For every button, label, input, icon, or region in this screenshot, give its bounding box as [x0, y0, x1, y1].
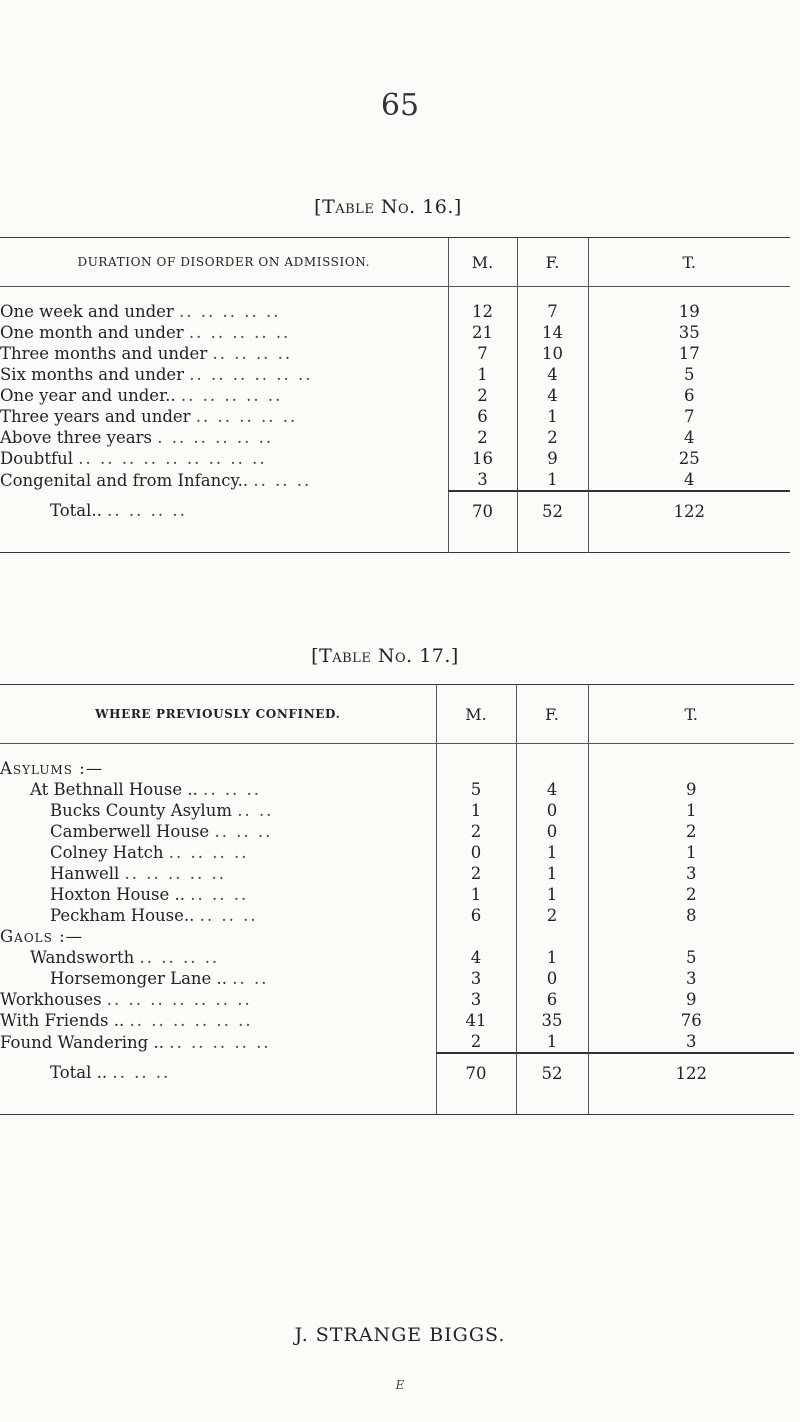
cell-m: 3 [436, 989, 516, 1010]
row-label-text: Found Wandering .. [0, 1032, 164, 1052]
cell-m: 6 [448, 406, 517, 427]
table-16-row [0, 343, 790, 364]
table-17-header-label: WHERE PREVIOUSLY CONFINED. [0, 685, 436, 744]
row-label-text: Peckham House.. [50, 906, 195, 925]
cell-m: 2 [436, 821, 516, 842]
row-label [0, 301, 448, 322]
row-label-text: Above three years [0, 428, 152, 447]
cell-f: 2 [516, 905, 588, 926]
row-label [0, 1053, 436, 1092]
row-label [0, 905, 436, 926]
cell-t: 1 [588, 800, 794, 821]
row-label [0, 842, 436, 863]
cell-t: 9 [588, 989, 794, 1010]
spacer-row [0, 1092, 794, 1115]
cell-f: 4 [517, 364, 588, 385]
dot-leaders: .. .. [237, 801, 274, 820]
cell-t: 76 [588, 1010, 794, 1031]
row-label [0, 406, 448, 427]
cell-t: 1 [588, 842, 794, 863]
row-label-text: Hanwell [50, 864, 120, 883]
cell-t: 19 [588, 301, 790, 322]
row-label-text: Camberwell House [50, 822, 210, 841]
dot-leaders: .. .. .. .. .. [179, 302, 281, 321]
table-17-row [0, 947, 794, 968]
cell-f: 10 [517, 343, 588, 364]
table-17-header-f: F. [516, 685, 588, 744]
cell-t: 8 [588, 905, 794, 926]
table-17-row [0, 884, 794, 905]
spacer-row [0, 744, 794, 759]
cell-f: 1 [517, 469, 588, 491]
row-label [0, 884, 436, 905]
cell-t: 4 [588, 469, 790, 491]
cell-t: 5 [588, 947, 794, 968]
dot-leaders: .. .. .. .. .. [169, 1032, 271, 1052]
cell-m: 41 [436, 1010, 516, 1031]
cell-f: 2 [517, 427, 588, 448]
dot-leaders: .. .. .. [203, 780, 262, 799]
row-label-text: Three years and under [0, 407, 191, 426]
row-label [0, 800, 436, 821]
dot-leaders: .. .. .. [190, 885, 249, 904]
table-16-header-m: M. [448, 238, 517, 287]
cell-f: 1 [516, 884, 588, 905]
cell-f: 7 [517, 301, 588, 322]
row-label [0, 427, 448, 448]
cell-m: 16 [448, 448, 517, 469]
cell-f: 0 [516, 800, 588, 821]
table-16-row [0, 364, 790, 385]
row-label-text: Workhouses [0, 990, 102, 1009]
dot-leaders: . .. .. .. .. .. [157, 428, 274, 447]
table-16 [0, 237, 790, 553]
row-label-text: Total .. [50, 1063, 108, 1082]
table-17-row [0, 1031, 794, 1053]
row-label [0, 469, 448, 491]
dot-leaders: .. .. [232, 969, 269, 988]
cell-t: 3 [588, 1031, 794, 1053]
row-label-text: Horsemonger Lane .. [50, 969, 228, 988]
dot-leaders: .. .. .. .. .. .. .. [106, 990, 252, 1009]
cell-t: 4 [588, 427, 790, 448]
table-17-row [0, 842, 794, 863]
cell-t: 122 [588, 491, 790, 530]
table-17 [0, 684, 794, 1115]
cell-m: 3 [448, 469, 517, 491]
dot-leaders: .. .. .. .. .. .. .. .. .. [78, 449, 267, 468]
row-label-text: With Friends .. [0, 1011, 125, 1030]
table-16-row [0, 448, 790, 469]
spacer-row [0, 530, 790, 553]
dot-leaders: .. .. .. .. .. .. [189, 365, 313, 384]
dot-leaders: .. .. .. .. .. [124, 864, 226, 883]
table-16-header [0, 238, 790, 287]
table-16-row [0, 427, 790, 448]
cell-f: 35 [516, 1010, 588, 1031]
cell-m: 1 [436, 800, 516, 821]
row-label-text: At Bethnall House .. [30, 780, 198, 799]
row-label [0, 968, 436, 989]
cell-m: 2 [436, 1031, 516, 1053]
row-label-text: Bucks County Asylum [50, 801, 232, 820]
cell-f: 0 [516, 821, 588, 842]
row-label-text: Total.. [50, 501, 102, 520]
dot-leaders: .. .. .. [199, 906, 258, 925]
table-17-header [0, 685, 794, 744]
cell-m: 1 [448, 364, 517, 385]
cell-f: 14 [517, 322, 588, 343]
cell-f: 4 [516, 779, 588, 800]
cell-f: 1 [516, 947, 588, 968]
cell-f: 1 [517, 406, 588, 427]
cell-m: 4 [436, 947, 516, 968]
row-label [0, 779, 436, 800]
table-17-total-row [0, 1053, 794, 1092]
cell-t: 122 [588, 1053, 794, 1092]
cell-m: 7 [448, 343, 517, 364]
table-17-row [0, 863, 794, 884]
row-label-text: Wandsworth [30, 948, 135, 967]
footer-signature-mark: E [395, 1378, 405, 1392]
cell-f: 1 [516, 863, 588, 884]
cell-t: 2 [588, 821, 794, 842]
cell-m: 2 [448, 427, 517, 448]
row-label-text: One year and under.. [0, 386, 176, 405]
dot-leaders: .. .. .. .. .. .. [129, 1011, 253, 1030]
dot-leaders: .. .. .. .. [212, 344, 293, 363]
dot-leaders: .. .. .. .. .. [188, 323, 291, 342]
table-16-title: [Table No. 16.] [314, 196, 462, 218]
cell-t: 25 [588, 448, 790, 469]
cell-m: 1 [436, 884, 516, 905]
row-label [0, 448, 448, 469]
row-label-text: Hoxton House .. [50, 885, 185, 904]
cell-t: 3 [588, 863, 794, 884]
row-label [0, 364, 448, 385]
row-label-text: Colney Hatch [50, 843, 164, 862]
cell-f: 6 [516, 989, 588, 1010]
cell-m: 2 [436, 863, 516, 884]
cell-f: 4 [517, 385, 588, 406]
cell-t: 7 [588, 406, 790, 427]
gaols-section [0, 926, 794, 947]
dot-leaders: .. .. .. .. [107, 501, 187, 520]
page-number: 65 [380, 88, 420, 123]
table-17-header-t: T. [588, 685, 794, 744]
gaols-section-label: Gaols :— [0, 927, 84, 946]
dot-leaders: .. .. .. [214, 822, 273, 841]
row-label [0, 821, 436, 842]
cell-t: 2 [588, 884, 794, 905]
row-label [0, 947, 436, 968]
cell-m: 70 [448, 491, 517, 530]
row-label [0, 1010, 436, 1031]
row-label-text: Three months and under [0, 344, 208, 363]
row-label [0, 322, 448, 343]
table-17-row [0, 800, 794, 821]
row-label [0, 1031, 436, 1053]
asylums-section-label: Asylums :— [0, 759, 104, 778]
table-16-row [0, 406, 790, 427]
row-label-text: Congenital and from Infancy.. [0, 470, 249, 490]
cell-m: 3 [436, 968, 516, 989]
table-16-row [0, 322, 790, 343]
cell-t: 6 [588, 385, 790, 406]
cell-t: 9 [588, 779, 794, 800]
cell-f: 0 [516, 968, 588, 989]
dot-leaders: .. .. .. .. .. [195, 407, 298, 426]
row-label [0, 989, 436, 1010]
dot-leaders: .. .. .. .. [168, 843, 249, 862]
cell-t: 5 [588, 364, 790, 385]
table-17-row [0, 905, 794, 926]
cell-f: 1 [516, 1031, 588, 1053]
cell-t: 35 [588, 322, 790, 343]
table-17-row [0, 821, 794, 842]
table-17-row [0, 1010, 794, 1031]
table-17-row [0, 989, 794, 1010]
table-16-row [0, 469, 790, 491]
dot-leaders: .. .. .. .. [139, 948, 220, 967]
cell-f: 52 [517, 491, 588, 530]
cell-t: 3 [588, 968, 794, 989]
cell-m: 2 [448, 385, 517, 406]
row-label [0, 343, 448, 364]
cell-m: 5 [436, 779, 516, 800]
dot-leaders: .. .. .. [253, 470, 312, 490]
cell-m: 6 [436, 905, 516, 926]
table-16-header-label: DURATION OF DISORDER ON ADMISSION. [0, 238, 448, 287]
cell-m: 21 [448, 322, 517, 343]
cell-t: 17 [588, 343, 790, 364]
row-label [0, 491, 448, 530]
dot-leaders: .. .. .. [112, 1063, 171, 1082]
cell-f: 52 [516, 1053, 588, 1092]
cell-f: 9 [517, 448, 588, 469]
table-16-header-f: F. [517, 238, 588, 287]
cell-f: 1 [516, 842, 588, 863]
dot-leaders: .. .. .. .. .. [180, 386, 283, 405]
table-16-row [0, 301, 790, 322]
table-16-row [0, 385, 790, 406]
table-16-header-t: T. [588, 238, 790, 287]
signature: J. STRANGE BIGGS. [294, 1324, 506, 1346]
cell-m: 70 [436, 1053, 516, 1092]
table-17-title: [Table No. 17.] [311, 645, 459, 667]
table-17-row [0, 968, 794, 989]
table-17-row [0, 779, 794, 800]
row-label [0, 863, 436, 884]
row-label-text: Six months and under [0, 365, 185, 384]
spacer-row [0, 287, 790, 302]
cell-m: 12 [448, 301, 517, 322]
asylums-section [0, 758, 794, 779]
row-label-text: Doubtful [0, 449, 73, 468]
cell-m: 0 [436, 842, 516, 863]
row-label [0, 385, 448, 406]
row-label-text: One week and under [0, 302, 174, 321]
table-16-total-row [0, 491, 790, 530]
table-17-header-m: M. [436, 685, 516, 744]
row-label-text: One month and under [0, 323, 184, 342]
